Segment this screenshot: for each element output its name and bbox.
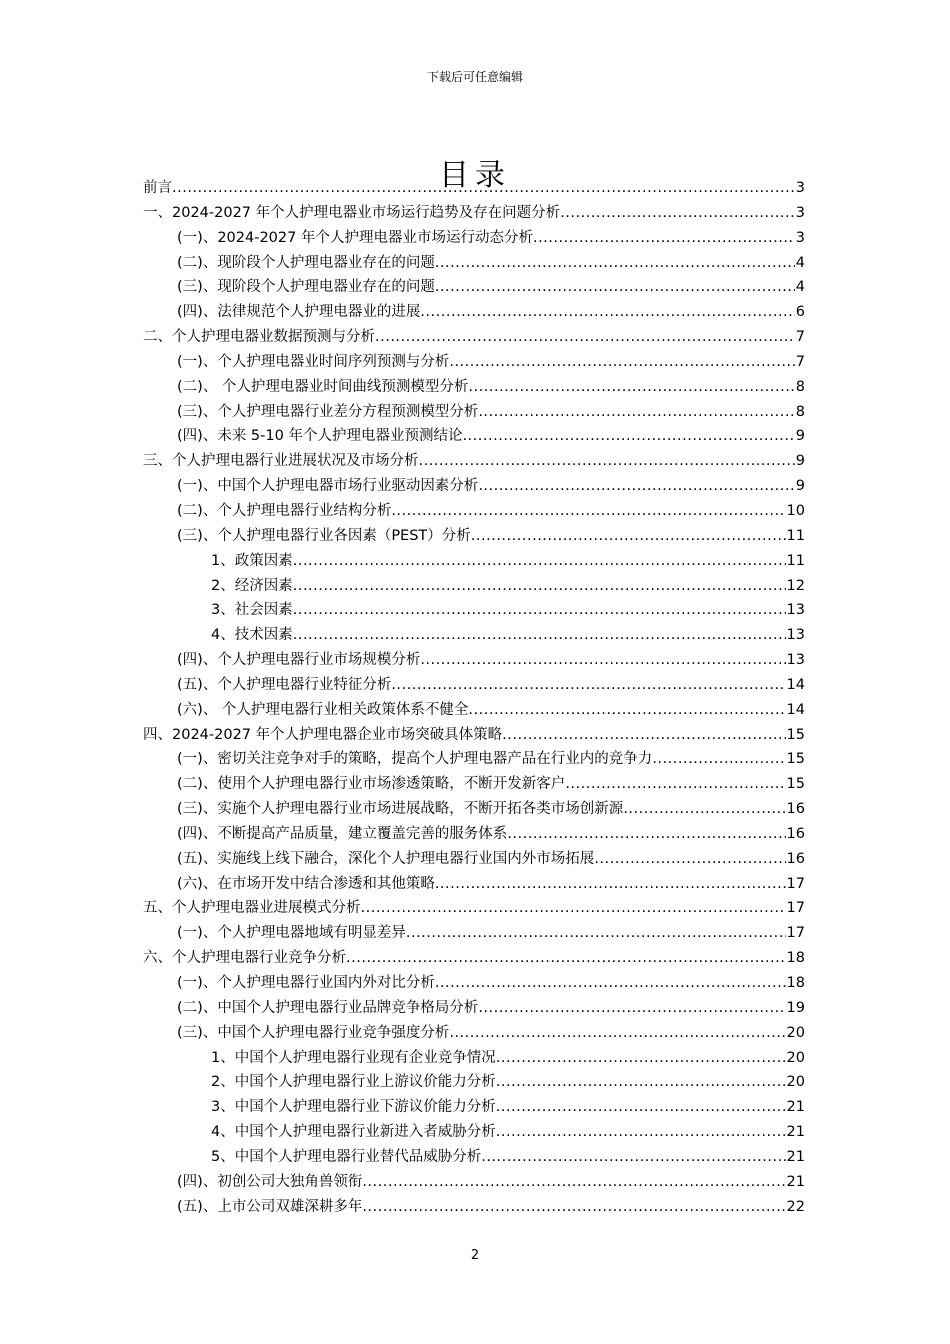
toc-entry-page: 21	[786, 1148, 805, 1165]
toc-entry-page: 21	[786, 1173, 805, 1190]
toc-entry[interactable]	[143, 1046, 805, 1071]
toc-dot-leader	[481, 1145, 785, 1170]
toc-dot-leader	[346, 946, 786, 971]
toc-entry-page: 14	[786, 676, 805, 693]
toc-entry-text: (三)、个人护理电器行业差分方程预测模型分析	[177, 403, 479, 420]
toc-dot-leader	[293, 549, 786, 574]
toc-entry-page: 21	[786, 1099, 805, 1116]
toc-dot-leader	[391, 673, 785, 698]
toc-entry-text: (一)、个人护理电器地域有明显差异	[177, 925, 406, 942]
toc-entry-page: 11	[786, 552, 805, 569]
toc-entry[interactable]	[143, 400, 805, 425]
toc-dot-leader	[478, 400, 794, 425]
toc-dot-leader	[375, 325, 795, 350]
toc-entry-text: 4、中国个人护理电器行业新进入者威胁分析	[211, 1124, 496, 1141]
toc-entry[interactable]	[143, 747, 805, 772]
table-of-contents	[143, 176, 805, 1219]
toc-entry[interactable]	[143, 176, 805, 201]
toc-entry[interactable]	[143, 921, 805, 946]
toc-entry-text: (二)、中国个人护理电器行业品牌竞争格局分析	[177, 999, 479, 1016]
toc-entry-page: 16	[786, 801, 805, 818]
toc-entry-page: 13	[786, 602, 805, 619]
toc-dot-leader	[468, 698, 785, 723]
toc-entry[interactable]	[143, 946, 805, 971]
toc-entry-page: 14	[786, 701, 805, 718]
toc-dot-leader	[533, 226, 795, 251]
toc-dot-leader	[496, 1095, 786, 1120]
toc-entry-text: (三)、现阶段个人护理电器业存在的问题	[177, 279, 435, 296]
toc-entry-text: 1、中国个人护理电器行业现有企业竞争情况	[211, 1049, 496, 1066]
toc-entry[interactable]	[143, 1070, 805, 1095]
toc-entry[interactable]	[143, 574, 805, 599]
toc-entry[interactable]	[143, 201, 805, 226]
toc-entry[interactable]	[143, 673, 805, 698]
toc-entry[interactable]	[143, 698, 805, 723]
toc-entry-text: 一、2024-2027 年个人护理电器业市场运行趋势及存在问题分析	[143, 204, 561, 221]
toc-dot-leader	[502, 723, 785, 748]
toc-entry-text: (一)、2024-2027 年个人护理电器业市场运行动态分析	[177, 229, 533, 246]
toc-dot-leader	[496, 1120, 786, 1145]
toc-entry-page: 16	[786, 850, 805, 867]
toc-entry[interactable]	[143, 1021, 805, 1046]
toc-entry[interactable]	[143, 251, 805, 276]
toc-entry-text: (一)、密切关注竞争对手的策略，提高个人护理电器产品在行业内的竞争力	[177, 751, 653, 768]
toc-entry[interactable]	[143, 1195, 805, 1220]
toc-entry[interactable]	[143, 424, 805, 449]
toc-entry-page: 20	[786, 1074, 805, 1091]
toc-dot-leader	[507, 822, 785, 847]
toc-entry-text: (一)、个人护理电器行业国内外对比分析	[177, 975, 435, 991]
toc-dot-leader	[468, 375, 794, 400]
toc-dot-leader	[361, 896, 786, 921]
toc-title: 目录	[439, 158, 511, 194]
toc-entry-text: (四)、法律规范个人护理电器业的进展	[177, 304, 421, 321]
toc-entry-page: 15	[786, 776, 805, 793]
toc-entry-page: 8	[795, 403, 805, 420]
toc-entry-text: (六)、 个人护理电器行业相关政策体系不健全	[177, 701, 469, 718]
toc-entry[interactable]	[143, 549, 805, 574]
toc-dot-leader	[293, 598, 786, 623]
toc-dot-leader	[420, 648, 785, 673]
toc-entry-page: 22	[786, 1198, 805, 1215]
toc-entry-page: 6	[795, 304, 805, 321]
toc-entry-text: 三、个人护理电器行业进展状况及市场分析	[143, 453, 419, 470]
toc-entry-text: 六、个人护理电器行业竞争分析	[143, 950, 346, 967]
toc-entry-text: 5、中国个人护理电器行业替代品威胁分析	[211, 1148, 482, 1165]
toc-entry-text: 前言	[143, 180, 172, 196]
toc-entry-text: 1、政策因素	[211, 552, 293, 569]
toc-dot-leader	[623, 797, 785, 822]
toc-entry-text: 四、2024-2027 年个人护理电器企业市场突破具体策略	[143, 726, 503, 743]
toc-entry[interactable]	[143, 1170, 805, 1195]
toc-entry[interactable]	[143, 648, 805, 673]
toc-entry-page: 17	[786, 875, 805, 892]
toc-entry-page: 4	[795, 254, 805, 271]
toc-entry-page: 3	[795, 180, 805, 196]
toc-dot-leader	[435, 275, 795, 300]
toc-entry-text: (四)、不断提高产品质量，建立覆盖完善的服务体系	[177, 825, 508, 842]
toc-entry-page: 16	[786, 825, 805, 842]
toc-dot-leader	[565, 772, 785, 797]
toc-dot-leader	[594, 847, 785, 872]
toc-entry-text: (二)、 个人护理电器业时间曲线预测模型分析	[177, 378, 469, 395]
toc-dot-leader	[435, 971, 786, 996]
toc-entry-page: 21	[786, 1124, 805, 1141]
toc-dot-leader	[391, 499, 785, 524]
toc-entry[interactable]	[143, 797, 805, 822]
toc-entry[interactable]	[143, 623, 805, 648]
toc-entry[interactable]	[143, 275, 805, 300]
toc-entry[interactable]	[143, 872, 805, 897]
toc-entry-page: 7	[795, 353, 805, 370]
toc-entry-text: 2、中国个人护理电器行业上游议价能力分析	[211, 1074, 496, 1091]
toc-dot-leader	[449, 350, 794, 375]
toc-dot-leader	[471, 524, 786, 549]
toc-entry-text: 4、技术因素	[211, 627, 293, 644]
toc-entry-page: 20	[786, 1024, 805, 1041]
toc-dot-leader	[419, 449, 795, 474]
toc-entry-page: 20	[786, 1049, 805, 1066]
toc-entry-page: 9	[795, 453, 805, 470]
toc-entry-text: (五)、实施线上线下融合，深化个人护理电器行业国内外市场拓展	[177, 850, 595, 867]
toc-entry-text: (二)、个人护理电器行业结构分析	[177, 502, 392, 519]
page-number: 2	[470, 1248, 480, 1263]
toc-entry[interactable]	[143, 723, 805, 748]
toc-entry-page: 19	[786, 999, 805, 1016]
toc-entry-text: 五、个人护理电器业进展模式分析	[143, 900, 361, 917]
toc-entry-page: 7	[795, 329, 805, 346]
toc-entry[interactable]	[143, 996, 805, 1021]
toc-entry-text: 3、中国个人护理电器行业下游议价能力分析	[211, 1099, 496, 1116]
toc-dot-leader	[478, 474, 794, 499]
toc-entry-text: (二)、使用个人护理电器行业市场渗透策略，不断开发新客户	[177, 776, 566, 793]
toc-dot-leader	[362, 1170, 785, 1195]
toc-entry-text: 3、社会因素	[211, 602, 293, 619]
toc-entry[interactable]	[143, 1120, 805, 1145]
toc-entry[interactable]	[143, 896, 805, 921]
toc-entry[interactable]	[143, 325, 805, 350]
toc-dot-leader	[362, 1195, 785, 1220]
toc-entry-page: 3	[795, 229, 805, 246]
toc-entry-page: 12	[786, 577, 805, 594]
toc-entry-text: (一)、中国个人护理电器市场行业驱动因素分析	[177, 478, 479, 495]
toc-dot-leader	[293, 574, 786, 599]
toc-entry[interactable]	[143, 524, 805, 549]
toc-entry-page: 18	[786, 975, 805, 991]
toc-dot-leader	[652, 747, 785, 772]
toc-entry-page: 15	[786, 751, 805, 768]
toc-entry-page: 3	[795, 204, 805, 221]
toc-entry[interactable]	[143, 499, 805, 524]
toc-entry-page: 15	[786, 726, 805, 743]
toc-entry-text: (三)、个人护理电器行业各因素（PEST）分析	[177, 527, 471, 544]
toc-entry-text: 2、经济因素	[211, 577, 293, 594]
toc-entry[interactable]	[143, 1145, 805, 1170]
toc-entry-text: (四)、未来 5-10 年个人护理电器业预测结论	[177, 428, 463, 445]
toc-dot-leader	[560, 201, 795, 226]
toc-entry[interactable]	[143, 598, 805, 623]
toc-entry-text: 二、个人护理电器业数据预测与分析	[143, 329, 375, 346]
toc-entry-page: 13	[786, 627, 805, 644]
toc-entry-text: (四)、初创公司大独角兽领衔	[177, 1173, 363, 1190]
toc-entry-text: (二)、现阶段个人护理电器业存在的问题	[177, 254, 435, 271]
toc-dot-leader	[293, 623, 786, 648]
toc-entry-text: (三)、实施个人护理电器行业市场进展战略，不断开拓各类市场创新源	[177, 801, 624, 818]
toc-entry-page: 11	[786, 527, 805, 544]
toc-entry-text: (六)、在市场开发中结合渗透和其他策略	[177, 875, 435, 892]
toc-entry-text: (五)、个人护理电器行业特征分析	[177, 676, 392, 693]
toc-entry[interactable]	[143, 474, 805, 499]
toc-entry-page: 17	[786, 900, 805, 917]
toc-entry[interactable]	[143, 226, 805, 251]
toc-entry[interactable]	[143, 772, 805, 797]
toc-entry[interactable]	[143, 375, 805, 400]
toc-dot-leader	[449, 1021, 785, 1046]
toc-entry-page: 8	[795, 378, 805, 395]
toc-entry-page: 10	[786, 502, 805, 519]
toc-entry-page: 17	[786, 925, 805, 942]
toc-dot-leader	[462, 424, 794, 449]
toc-dot-leader	[435, 872, 786, 897]
toc-entry[interactable]	[143, 300, 805, 325]
toc-entry-page: 13	[786, 652, 805, 669]
toc-entry-text: (一)、个人护理电器业时间序列预测与分析	[177, 353, 450, 370]
toc-entry-text: (四)、个人护理电器行业市场规模分析	[177, 652, 421, 669]
toc-entry[interactable]	[143, 847, 805, 872]
toc-entry-page: 4	[795, 279, 805, 296]
toc-dot-leader	[435, 251, 795, 276]
toc-entry[interactable]	[143, 449, 805, 474]
toc-entry-text: (五)、上市公司双雄深耕多年	[177, 1198, 363, 1215]
toc-dot-leader	[496, 1070, 786, 1095]
toc-entry-page: 9	[795, 428, 805, 445]
toc-entry-page: 9	[795, 478, 805, 495]
toc-dot-leader	[406, 921, 786, 946]
header-note: 下载后可任意编辑	[426, 70, 523, 84]
toc-dot-leader	[478, 996, 785, 1021]
toc-entry[interactable]	[143, 1095, 805, 1120]
toc-entry-text: (三)、中国个人护理电器行业竞争强度分析	[177, 1024, 450, 1041]
toc-entry[interactable]	[143, 822, 805, 847]
toc-dot-leader	[172, 176, 795, 201]
toc-entry-page: 18	[786, 950, 805, 967]
toc-dot-leader	[420, 300, 794, 325]
toc-entry[interactable]	[143, 350, 805, 375]
toc-entry[interactable]	[143, 971, 805, 996]
toc-dot-leader	[496, 1046, 786, 1071]
